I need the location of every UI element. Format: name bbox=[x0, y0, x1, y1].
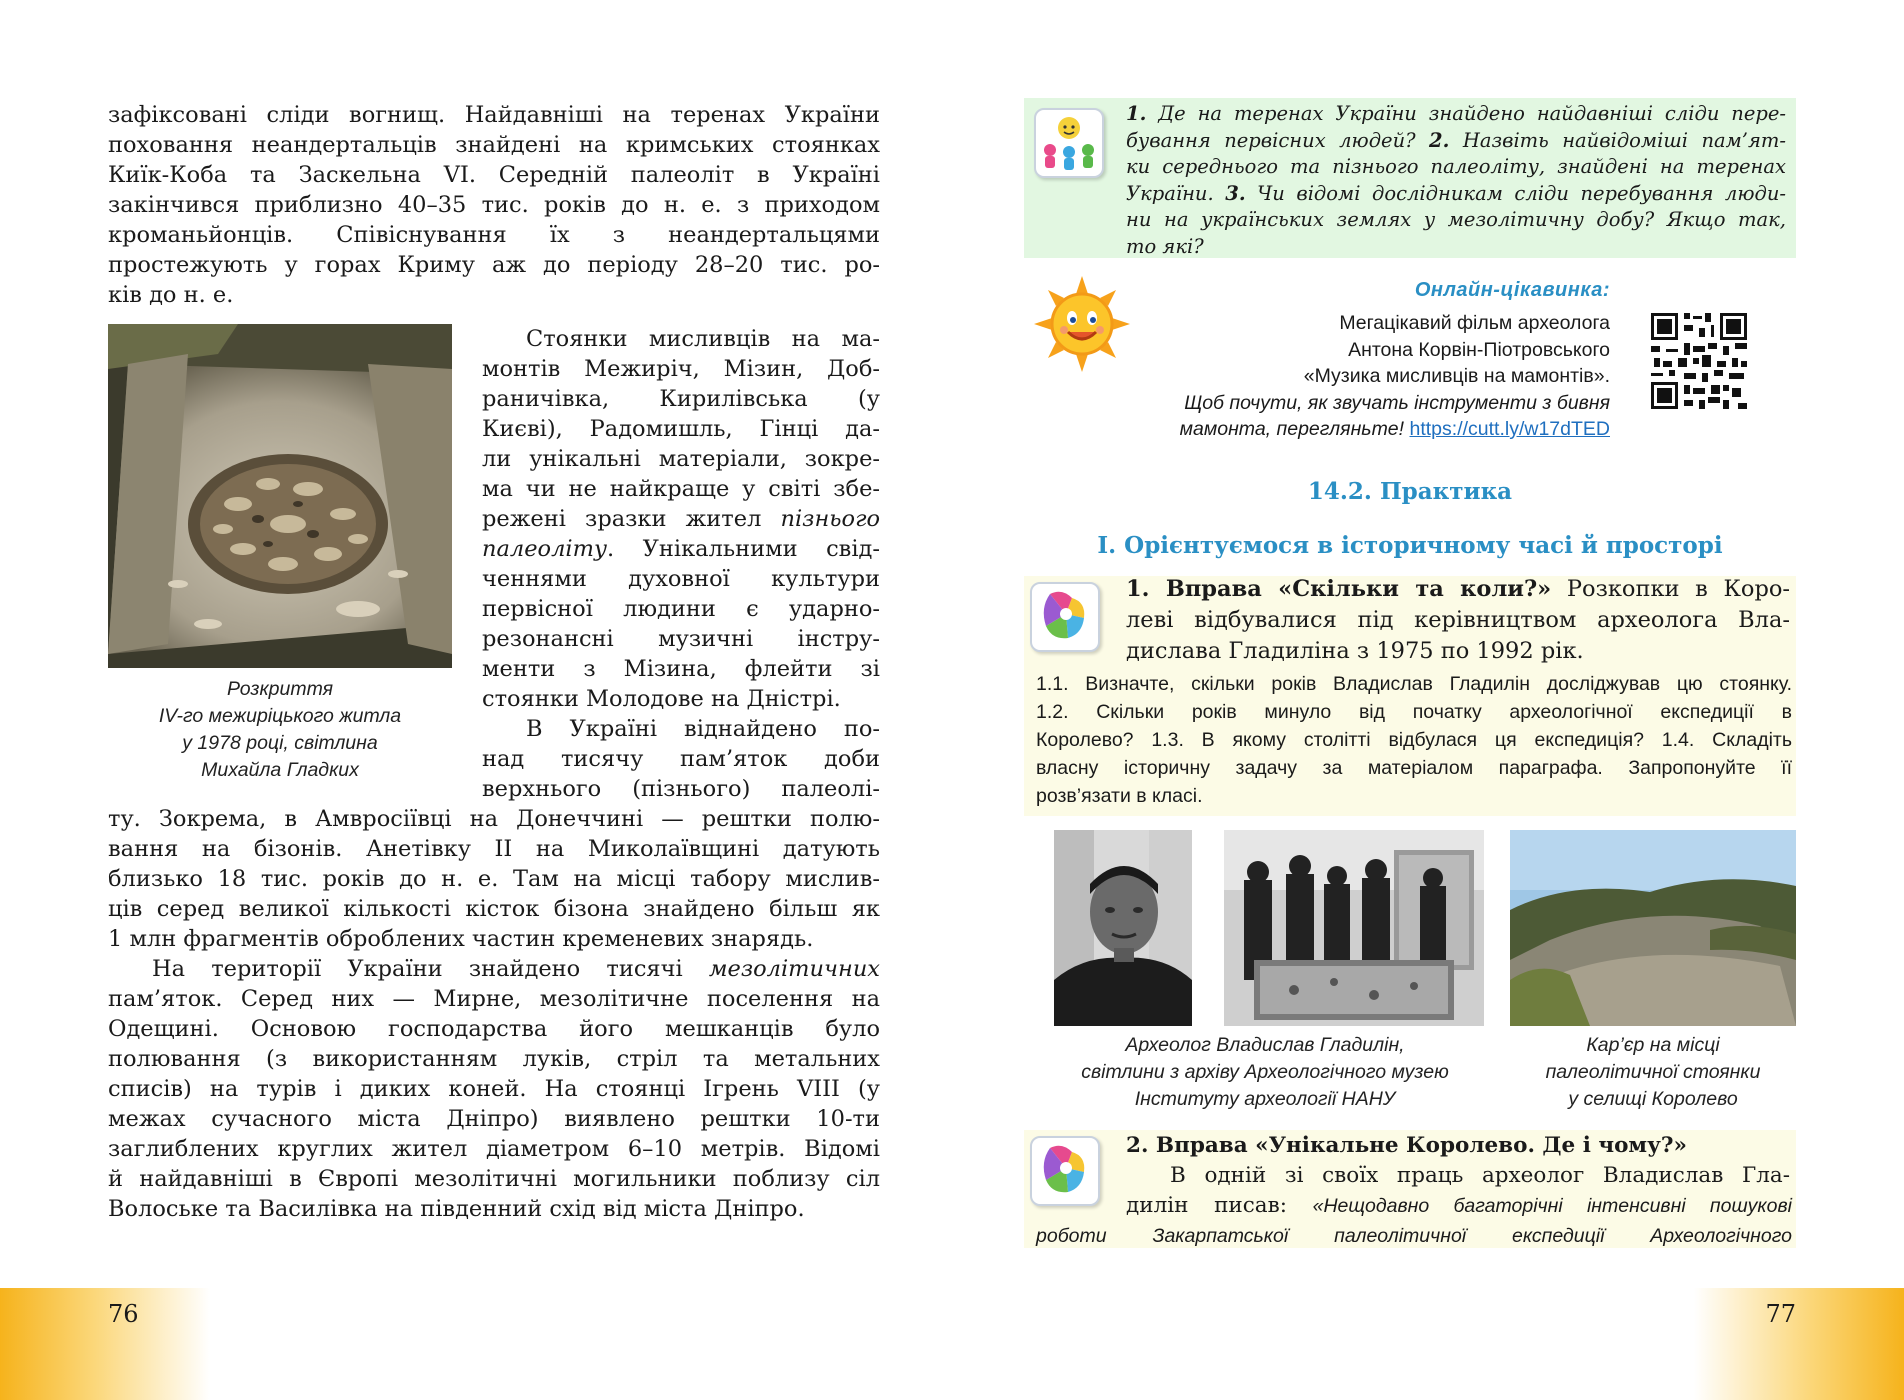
question-text: Де на теренах України знайдено найдавніші сліди пере- bbox=[1146, 102, 1786, 125]
text-line: заглиблених круглих жител діаметром 6–10 метрів. Відомі bbox=[108, 1136, 880, 1162]
caption-line: Інституту археології НАНУ bbox=[1134, 1088, 1396, 1110]
term-mesolithic: мезолітичних bbox=[708, 956, 880, 982]
online-line: Антона Корвін-Піотровського bbox=[1348, 338, 1610, 361]
text-line: й найдавніші в Європі мезолітичні могильники поблизу сіл bbox=[108, 1166, 880, 1192]
excavation-photo bbox=[108, 324, 452, 668]
gladilin-museum-photo bbox=[1224, 830, 1484, 1026]
gladilin-photos-caption bbox=[1040, 1032, 1490, 1113]
online-line: Щоб почути, як звучать інструменти з бивня bbox=[1184, 391, 1610, 414]
exercise-line bbox=[1126, 574, 1790, 605]
exercise-line: В одній зі своїх праць археолог Владислав Гла- bbox=[1170, 1163, 1790, 1188]
text-line: пам’яток. Серед них — Мирне, мезолітичне поселення на bbox=[108, 986, 880, 1012]
question-text: України. bbox=[1126, 181, 1226, 205]
subtask-line: Королево? 1.3. В якому столітті відбулася ця експедиція? 1.4. Складіть bbox=[1036, 729, 1792, 751]
text-line: ків до н. е. bbox=[108, 282, 234, 308]
text-line: ців серед великої кількості кісток бізона знайдено більш як bbox=[108, 896, 880, 922]
excavation-photo-caption bbox=[108, 676, 452, 784]
term-late-paleolithic: пізнього bbox=[780, 506, 880, 532]
question-line: ки середнього та пізнього палеоліту, знайдені на теренах bbox=[1126, 155, 1786, 178]
questions-text bbox=[1126, 101, 1786, 260]
caption-line: IV-го межиріцького житла bbox=[158, 705, 402, 727]
text-run: На території України знайдено тисячі bbox=[152, 956, 709, 982]
caption-line: у селищі Королево bbox=[1568, 1088, 1738, 1110]
online-description bbox=[1090, 310, 1610, 443]
text-line: Волоське та Василівка на південний схід від міста Дніпро. bbox=[108, 1196, 805, 1222]
question-text: бування первісних людей? bbox=[1126, 128, 1430, 152]
online-line bbox=[1090, 416, 1610, 443]
subsection-title: І. Орієнтуємося в історичному часі й просторі bbox=[1097, 532, 1723, 559]
text-line bbox=[482, 504, 880, 534]
text-line: над тисячу пам’яток доби bbox=[482, 746, 880, 772]
text-line: В Україні віднайдено по- bbox=[526, 716, 880, 742]
question-number: 2. bbox=[1429, 128, 1450, 152]
film-link[interactable]: https://cutt.ly/w17dTED bbox=[1409, 418, 1610, 440]
text-line: менти з Мізина, флейти зі bbox=[482, 656, 880, 682]
quarry-photo-caption bbox=[1510, 1032, 1796, 1113]
text-run: режені зразки жител bbox=[482, 506, 781, 532]
text-line: кроманьйонців. Співіснування їх з неандертальцями bbox=[108, 222, 880, 248]
text-line: ли унікальні матеріали, зокре- bbox=[482, 446, 880, 472]
question-line: ни на українських землях у мезолітичну добу? Якщо так, bbox=[1126, 208, 1786, 231]
questions-icon bbox=[1034, 108, 1104, 178]
exercise-hands-icon bbox=[1030, 582, 1100, 652]
question-line: то які? bbox=[1126, 234, 1204, 258]
footer-stripe-right bbox=[1694, 1288, 1904, 1400]
exercise-line: дислава Гладиліна з 1975 по 1992 рік. bbox=[1126, 638, 1584, 664]
subtask-line: 1.1. Визначте, скільки років Владислав Гладилін досліджував цю стоянку. bbox=[1036, 673, 1792, 695]
text-line: стоянки Молодове на Дністрі. bbox=[482, 686, 841, 712]
paragraph-mammoth-hunters bbox=[482, 324, 880, 804]
text-line: вання на бізонів. Анетівку ІІ на Миколаївщині датують bbox=[108, 836, 880, 862]
subtask-line: розв’язати в класі. bbox=[1036, 785, 1203, 807]
question-line bbox=[1126, 101, 1786, 128]
qr-code[interactable] bbox=[1648, 310, 1750, 412]
paragraph-mesolithic bbox=[108, 954, 880, 1224]
caption-line: світлини з архіву Археологічного музею bbox=[1081, 1061, 1449, 1083]
text-line: первісної людини є ударно- bbox=[482, 596, 880, 622]
quote-line: роботи Закарпатської палеолітичної експедиції Археологічного bbox=[1036, 1225, 1792, 1247]
exercise-1-subtasks bbox=[1036, 670, 1792, 810]
online-line: «Музика мисливців на мамонтів». bbox=[1303, 365, 1610, 387]
page-number-left: 76 bbox=[108, 1300, 139, 1328]
text-line: межах сучасного міста Дніпро) виявлено рештки 10-ти bbox=[108, 1106, 880, 1132]
question-number: 1. bbox=[1126, 102, 1147, 125]
text-line: близько 18 тис. років до н. е. Там на місці табору мислив- bbox=[108, 866, 880, 892]
exercise-2-title-text: 2. Вправа «Унікальне Королево. Де і чому?» bbox=[1126, 1133, 1687, 1158]
text-line bbox=[482, 534, 880, 564]
caption-line: у 1978 році, світлина bbox=[182, 732, 378, 754]
quote-text: «Нещодавно багаторічні інтенсивні пошукові bbox=[1312, 1195, 1792, 1217]
text-line: Киїк-Коба та Заскельна VI. Середній палеоліт в Україні bbox=[108, 162, 880, 188]
text-line: поховання неандертальців знайдені на кримських стоянках bbox=[108, 132, 880, 158]
text-line: полювання (з використанням луків, стріл та метальних bbox=[108, 1046, 880, 1072]
quarry-photo bbox=[1510, 830, 1796, 1026]
section-title: 14.2. Практика bbox=[1307, 478, 1513, 505]
exercise-1-text bbox=[1126, 574, 1790, 667]
question-text: Чи відомі дослідникам сліди перебування люди- bbox=[1245, 181, 1787, 205]
text-run: . Унікальними свід- bbox=[607, 536, 880, 562]
exercise-2-title bbox=[1126, 1131, 1790, 1161]
text-line: ма чи не найкраще у світі збе- bbox=[482, 476, 880, 502]
exercise-2-quote bbox=[1036, 1191, 1792, 1251]
text-line: простежують у горах Криму аж до періоду 28–20 тис. ро- bbox=[108, 252, 880, 278]
question-line bbox=[1126, 128, 1786, 155]
question-text: Назвіть найвідоміші пам’ят- bbox=[1449, 128, 1786, 152]
caption-line: Розкриття bbox=[226, 678, 334, 700]
text-line: зафіксовані сліди вогнищ. Найдавніші на теренах України bbox=[108, 102, 880, 128]
exercise-line: леві відбувалися під керівництвом археолога Вла- bbox=[1126, 607, 1790, 633]
exercise-1-title: 1. Вправа «Скільки та коли?» bbox=[1126, 576, 1552, 602]
term-paleolithic: палеоліту bbox=[482, 536, 608, 562]
caption-line: Археолог Владислав Гладилін, bbox=[1125, 1034, 1405, 1056]
caption-line: Кар’єр на місці bbox=[1586, 1034, 1720, 1056]
text-line: ченнями духовної культури bbox=[482, 566, 880, 592]
footer-stripe-left bbox=[0, 1288, 210, 1400]
exercise-2-line-1 bbox=[1170, 1161, 1790, 1191]
question-number: 3. bbox=[1225, 181, 1246, 205]
text-line: списів) на турів і диких коней. На стоянці Ігрень VIII (у bbox=[108, 1076, 880, 1102]
online-line-text: мамонта, перегляньте! bbox=[1179, 418, 1410, 440]
text-line: раничівка, Кирилівська (у bbox=[482, 386, 880, 412]
text-line: Одещині. Основою господарства його мешканців було bbox=[108, 1016, 880, 1042]
text-line: верхнього (пізнього) палеолі- bbox=[482, 776, 880, 802]
quote-line bbox=[1036, 1191, 1792, 1221]
paragraph-bison bbox=[108, 804, 880, 954]
text-line: 1 млн фрагментів оброблених частин кременевих знарядь. bbox=[108, 926, 814, 952]
caption-line: Михайла Гладких bbox=[201, 759, 359, 781]
text-line: ту. Зокрема, в Амвросіївці на Донеччині — рештки полю- bbox=[108, 806, 880, 832]
question-line bbox=[1126, 181, 1786, 208]
paragraph-intro bbox=[108, 100, 880, 310]
gladilin-portrait-photo bbox=[1054, 830, 1192, 1026]
subtask-line: 1.2. Скільки років минуло від початку археологічної експедиції в bbox=[1036, 701, 1792, 723]
quote-lead: дилін писав: bbox=[1126, 1193, 1313, 1218]
text-line: резонансні музичні інстру- bbox=[482, 626, 880, 652]
online-heading: Онлайн-цікавинка: bbox=[1414, 279, 1610, 301]
text-line: Києві), Радомишль, Гінці да- bbox=[482, 416, 880, 442]
text-line: закінчився приблизно 40–35 тис. років до н. е. з приходом bbox=[108, 192, 880, 218]
text-line: монтів Межиріч, Мізин, Доб- bbox=[482, 356, 880, 382]
caption-line: палеолітичної стоянки bbox=[1545, 1061, 1761, 1083]
exercise-text: Розкопки в Коро- bbox=[1551, 576, 1790, 602]
subtask-line: власну історичну задачу за матеріалом параграфа. Запропонуйте її bbox=[1036, 757, 1792, 779]
text-line bbox=[108, 954, 880, 984]
text-line: Стоянки мисливців на ма- bbox=[526, 326, 880, 352]
page-number-right: 77 bbox=[1765, 1300, 1796, 1328]
online-line: Мегацікавий фільм археолога bbox=[1339, 312, 1610, 334]
